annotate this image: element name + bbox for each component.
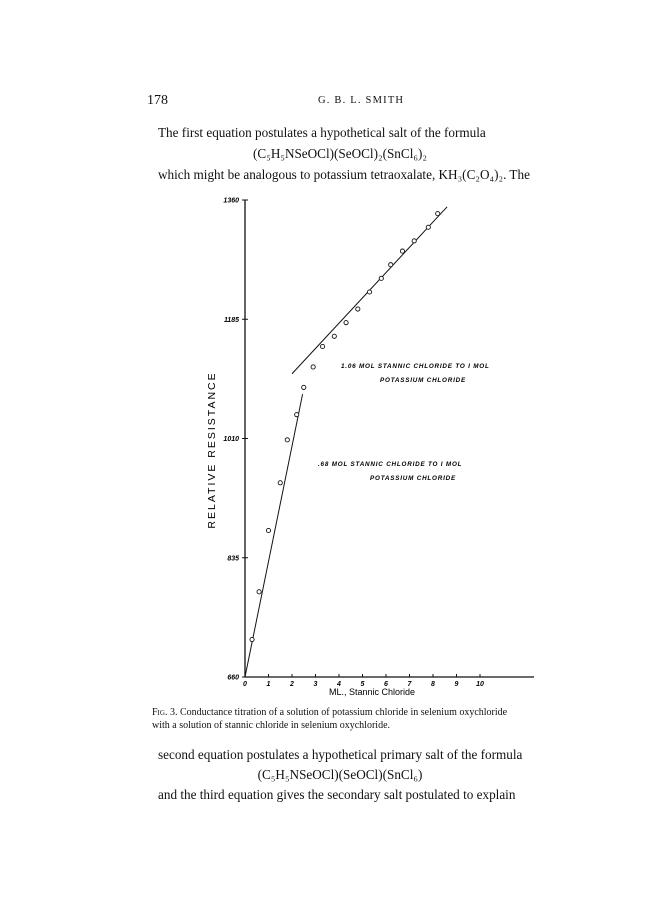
data-point: [400, 249, 404, 253]
x-tick-label: 5: [360, 681, 365, 688]
data-point: [436, 212, 440, 216]
chart-annotation: POTASSIUM CHLORIDE: [380, 377, 466, 384]
data-point: [266, 528, 270, 532]
body-line-1: The first equation postulates a hypothetical salt of the formula: [158, 125, 486, 140]
x-tick-label: 9: [454, 681, 459, 688]
data-point: [250, 637, 254, 641]
caption-label: Fig. 3.: [152, 707, 178, 718]
data-point: [332, 334, 336, 338]
data-point: [285, 438, 289, 442]
chart-annotation: 1.06 MOL STANNIC CHLORIDE TO I MOL: [341, 363, 490, 370]
fit-line: [245, 394, 303, 677]
caption-text: Conductance titration of a solution of potassium chloride in selenium oxychloride with a solution of stannic chloride in selenium oxychloride.: [152, 707, 508, 731]
x-tick-label: 10: [476, 681, 484, 688]
figure-caption: [152, 707, 522, 732]
x-tick-label: 7: [407, 681, 412, 688]
data-point: [367, 290, 371, 294]
x-tick-label: 2: [290, 681, 294, 688]
formula-2: (C₅H₅NSeOCl)(SeOCl)(SnCl₆): [257, 767, 423, 782]
x-tick-label: 6: [384, 681, 388, 688]
page-number: 178: [147, 93, 168, 108]
x-tick-label: 8: [431, 681, 435, 688]
y-tick-label: 1185: [223, 316, 239, 324]
y-tick-label: 1010: [223, 436, 239, 443]
data-point: [389, 263, 393, 267]
chart-annotation: POTASSIUM CHLORIDE: [370, 475, 456, 482]
data-point: [356, 307, 360, 311]
data-point: [257, 590, 261, 594]
x-tick-label: 3: [313, 681, 318, 688]
x-axis-label: ML., Stannic Chloride: [328, 687, 416, 697]
body-line-4: and the third equation gives the secondary salt postulated to explain: [158, 787, 516, 802]
chart-annotation: .68 MOL STANNIC CHLORIDE TO I MOL: [318, 461, 463, 468]
x-tick-label: 1: [266, 681, 271, 688]
data-point: [278, 481, 282, 485]
data-point: [379, 276, 383, 280]
data-point: [344, 321, 348, 325]
y-tick-label: 835: [227, 555, 239, 563]
y-axis-label: RELATIVE RESISTANCE: [206, 371, 218, 529]
chart-ticks: [223, 198, 484, 689]
data-point: [302, 385, 306, 389]
x-tick-label: 4: [337, 681, 341, 688]
chart-fit-lines: [245, 207, 447, 677]
data-point: [412, 239, 416, 243]
formula-1: (C₅H₅NSeOCl)(SeOCl)₂(SnCl₆)₂: [253, 146, 427, 161]
data-point: [295, 413, 299, 417]
y-tick-label: 660: [227, 674, 239, 682]
data-point: [320, 344, 324, 348]
body-line-2: which might be analogous to potassium tetraoxalate, KH₃(C₂O₄)₂. The: [158, 167, 530, 182]
running-head: G. B. L. SMITH: [318, 95, 405, 106]
body-line-3: second equation postulates a hypothetical primary salt of the formula: [158, 747, 523, 762]
chart-labels: [206, 363, 490, 697]
x-tick-label: 0: [243, 681, 247, 688]
y-tick-label: 1360: [223, 197, 239, 205]
data-point: [426, 225, 430, 229]
data-point: [311, 365, 315, 369]
chart-points: [250, 212, 440, 642]
